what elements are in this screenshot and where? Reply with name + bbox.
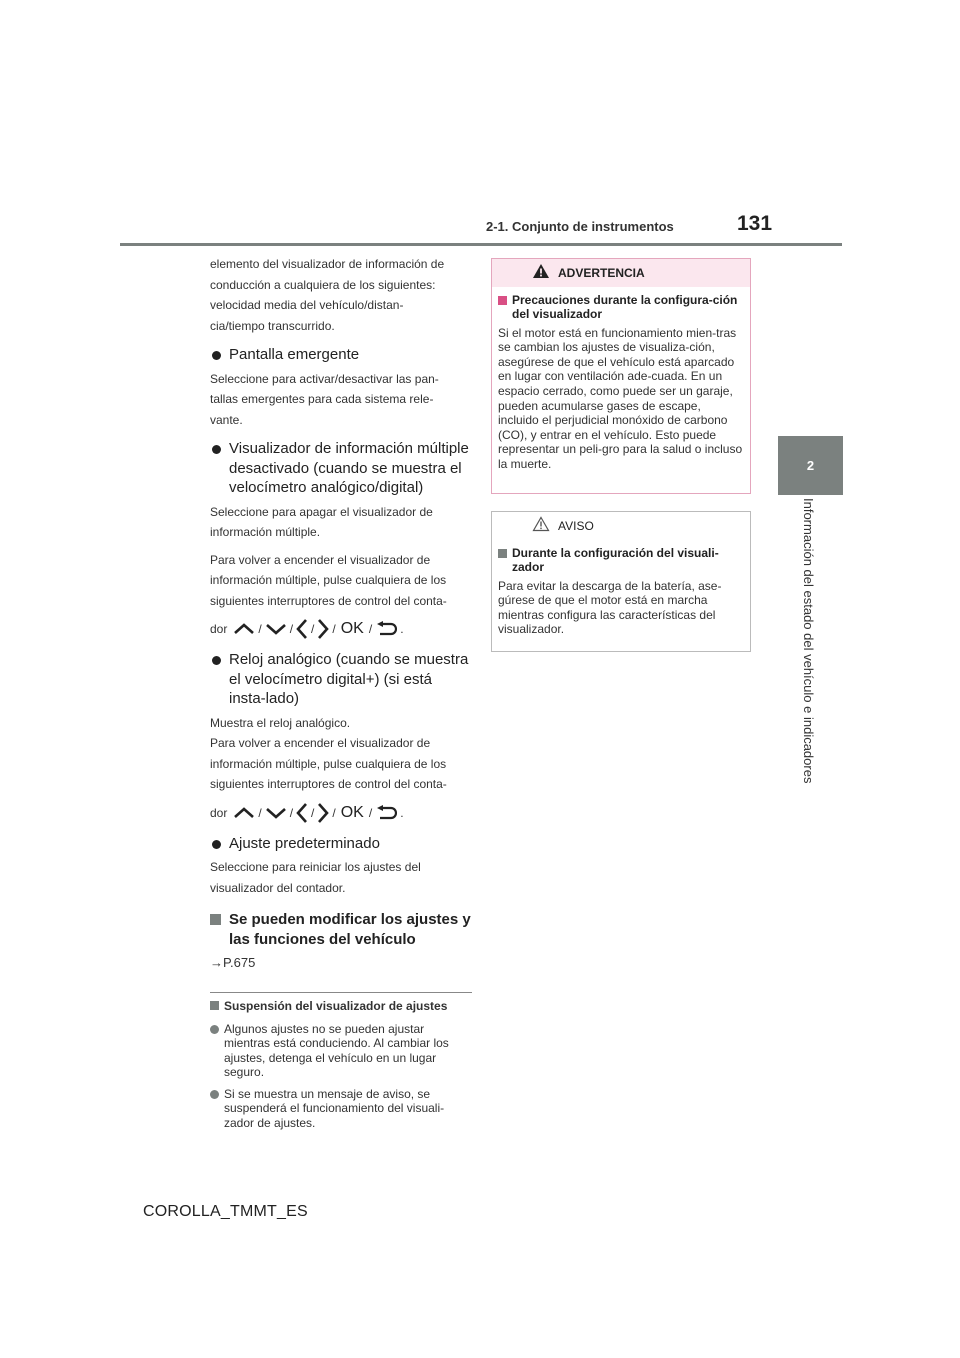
note-item: Algunos ajustes no se pueden ajustar mientras está conduciendo. Al cambiar los ajustes, detenga el vehículo en un lugar seguro.: [210, 1022, 472, 1079]
page-number: 131: [737, 212, 773, 235]
separator: /: [289, 805, 294, 820]
item-text: información múltiple, pulse cualquiera de los: [210, 756, 447, 771]
warning-label: ADVERTENCIA: [558, 266, 645, 280]
ok-button-label: OK: [340, 803, 364, 821]
note-item: Si se muestra un mensaje de aviso, se suspenderá el funcionamiento del visuali-zador de ajustes.: [210, 1087, 472, 1130]
intro-line: velocidad media del vehículo/distan-: [210, 298, 404, 312]
separator: /: [258, 805, 262, 820]
back-arrow-icon: [375, 802, 397, 824]
section-title: 2-1. Conjunto de instrumentos: [486, 219, 674, 234]
note-divider: [210, 992, 472, 993]
note-heading: Suspensión del visualizador de ajustes: [210, 998, 472, 1014]
item-text: tallas emergentes para cada sistema rele-: [210, 392, 434, 406]
caution-band: [492, 512, 750, 540]
caution-triangle-icon: [532, 516, 550, 537]
chevron-down-icon: [265, 618, 287, 640]
item-title-default: Ajuste predeterminado: [210, 834, 472, 854]
item-title-mid-off: Visualizador de información múltiple desactivado (cuando se muestra el velocímetro analógico/digital): [210, 439, 472, 498]
separator: /: [368, 805, 373, 820]
controls-line: [210, 617, 472, 641]
intro-line: elemento del visualizador de información de: [210, 257, 445, 271]
controls-line: [210, 801, 472, 825]
item-text: Seleccione para apagar el visualizador de: [210, 504, 433, 519]
separator: /: [258, 622, 262, 636]
page-reference: →P.675: [210, 955, 256, 970]
chevron-left-icon: [296, 802, 308, 824]
caution-text: Para evitar la descarga de la batería, ase-gúrese de que el motor está en marcha mientras configura las características del visualizador.: [498, 578, 722, 637]
warning-box: [491, 258, 751, 494]
item-title-popup: Pantalla emergente: [210, 345, 472, 365]
intro-line: cia/tiempo transcurrido.: [210, 318, 335, 333]
item-text: vante.: [210, 412, 243, 427]
left-column: [210, 254, 472, 1130]
controls-end: .: [400, 805, 404, 820]
item-text: Para volver a encender el visualizador de: [210, 736, 431, 750]
chapter-title: Información del estado del vehículo e indicadores: [801, 498, 816, 784]
item-text: visualizador del contador.: [210, 880, 346, 895]
chevron-up-icon: [233, 618, 255, 640]
caution-heading: Durante la configuración del visuali-zador: [498, 546, 744, 575]
separator: /: [332, 805, 336, 820]
intro-line: conducción a cualquiera de los siguientes:: [210, 277, 436, 292]
item-text: información múltiple.: [210, 525, 321, 539]
separator: /: [289, 622, 294, 636]
caution-label: AVISO: [558, 519, 594, 533]
ok-button-label: OK: [340, 620, 364, 637]
item-text: siguientes interruptores de control del conta-: [210, 777, 447, 791]
separator: /: [311, 805, 315, 820]
chevron-down-icon: [265, 802, 287, 824]
controls-end: .: [400, 622, 404, 636]
chevron-up-icon: [233, 802, 255, 824]
warning-band: [492, 259, 750, 287]
chevron-right-icon: [317, 802, 329, 824]
warning-heading: Precauciones durante la configura-ción del visualizador: [498, 293, 744, 322]
separator: /: [368, 622, 373, 636]
chapter-tab: 2: [778, 436, 843, 495]
item-text: Seleccione para activar/desactivar las pan-: [210, 371, 439, 386]
item-text: Seleccione para reiniciar los ajustes del: [210, 860, 421, 874]
controls-prefix: dor: [210, 622, 228, 636]
chevron-right-icon: [317, 618, 329, 640]
caution-box: [491, 511, 751, 652]
item-text: siguientes interruptores de control del conta-: [210, 593, 447, 608]
header-rule: [120, 243, 842, 246]
item-text: información múltiple, pulse cualquiera de los: [210, 573, 447, 587]
item-title-analog-clock: Reloj analógico (cuando se muestra el velocímetro digital+) (si está insta-lado): [210, 650, 472, 709]
warning-text: Si el motor está en funcionamiento mien-tras se cambian los ajustes de visualiza-ción, asegúrese de que el vehículo está aparcado en lugar con ventilación ade-cuada. En un espacio cerrado, como puede ser un garaje, pueden acumularse gases de escape, incluido el perjudicial monóxido de carbono (CO), y entrar en el vehículo. Esto puede representar un peli-gro para la salud o incluso la muerte.: [498, 325, 743, 471]
back-arrow-icon: [375, 618, 397, 640]
model-code: COROLLA_TMMT_ES: [143, 1203, 308, 1220]
chevron-left-icon: [296, 618, 308, 640]
item-text: Para volver a encender el visualizador de: [210, 552, 431, 567]
warning-triangle-icon: [532, 263, 550, 284]
item-text: Muestra el reloj analógico.: [210, 715, 351, 730]
separator: /: [311, 622, 315, 636]
separator: /: [332, 622, 336, 636]
section-heading: Se pueden modificar los ajustes y las funciones del vehículo: [210, 910, 472, 949]
controls-prefix: dor: [210, 805, 228, 820]
